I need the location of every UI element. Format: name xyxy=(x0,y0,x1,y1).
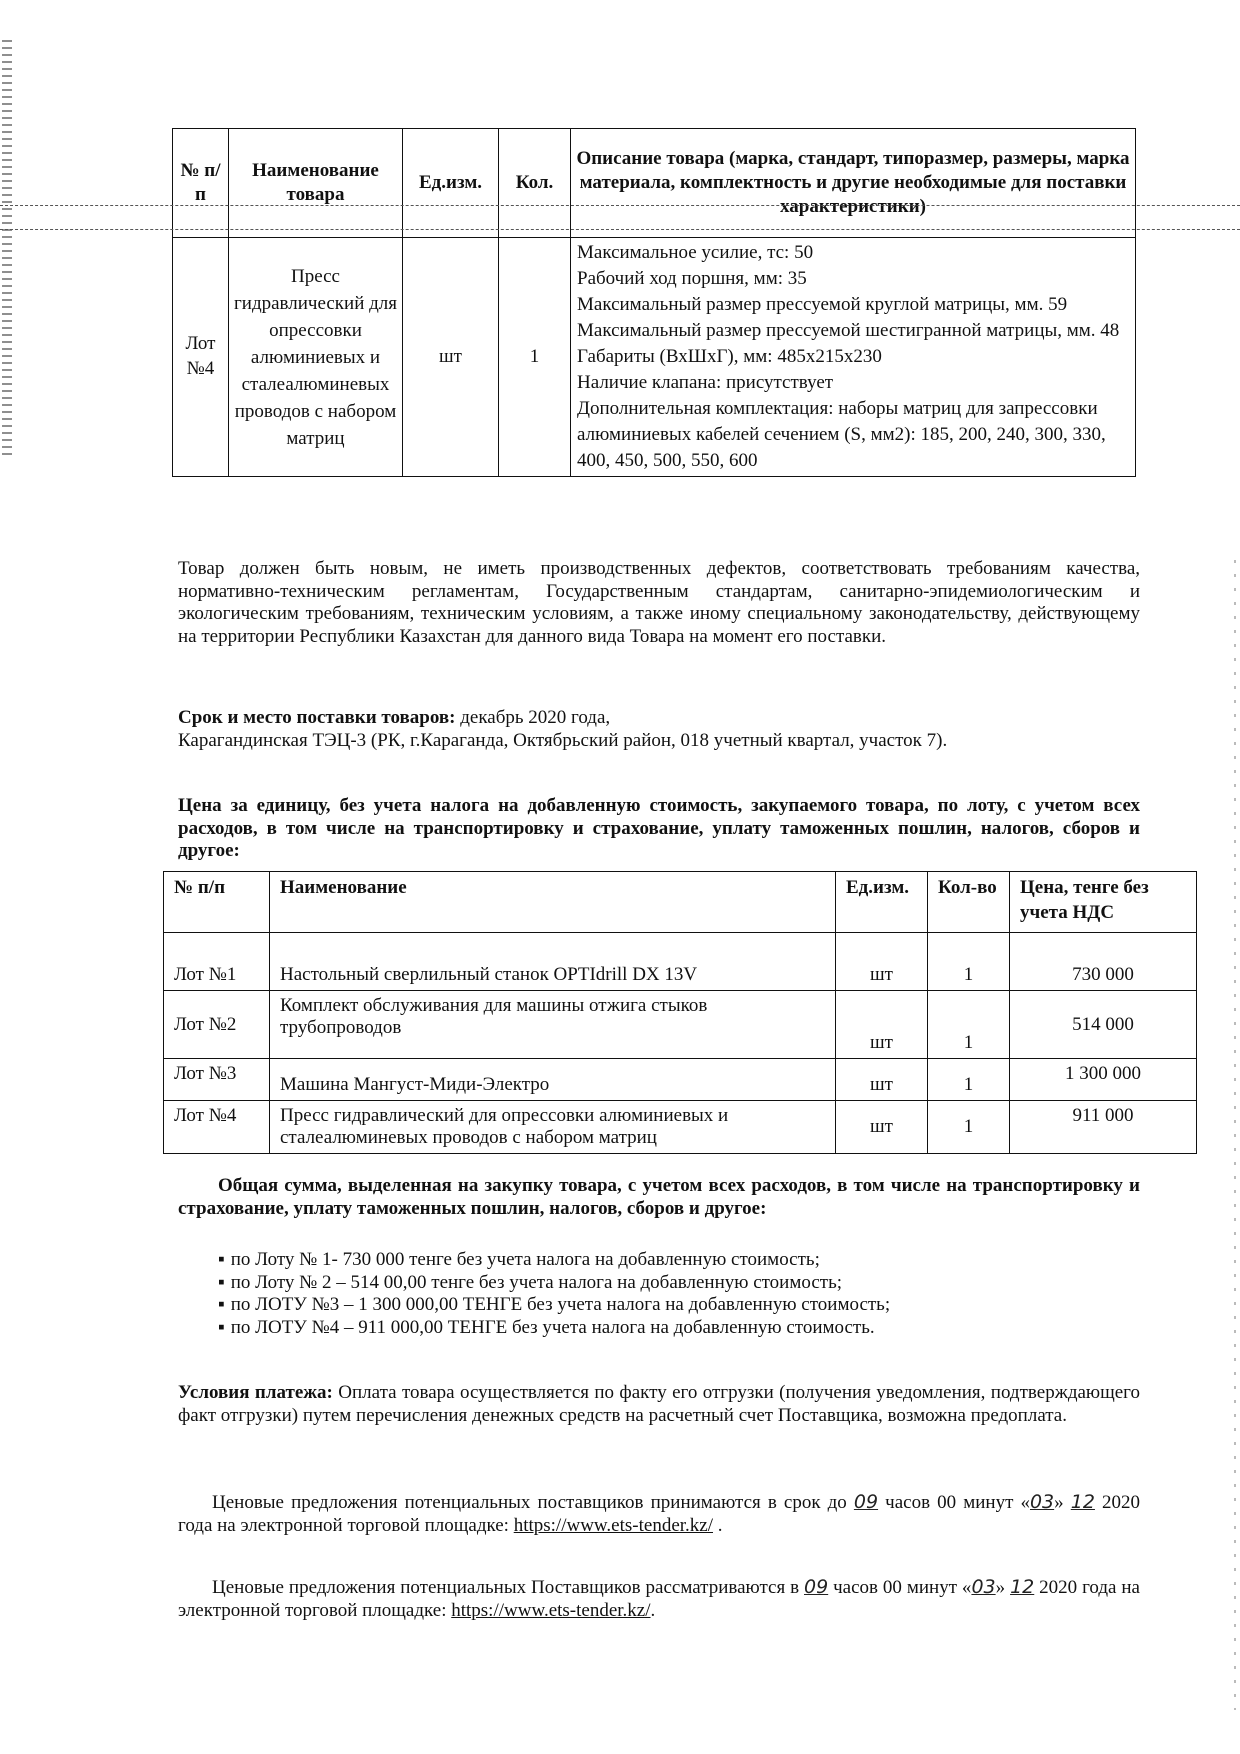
price-table xyxy=(163,871,1197,1154)
offers-accept-paragraph xyxy=(178,1491,1140,1537)
price-heading: Цена за единицу, без учета налога на добавленную стоимость, закупаемого товара, по лоту, с учетом всех расходов, в том числе на транспортировку и страхование, уплату таможенных пошлин, налогов, сборов и другое: xyxy=(178,795,1140,861)
row-num: Лот №2 xyxy=(164,991,270,1059)
row-price: 514 000 xyxy=(1010,991,1197,1059)
payment-paragraph xyxy=(178,1382,1140,1427)
desc-line: Максимальный размер прессуемой шестигранной матрицы, мм. 48 xyxy=(577,320,1120,341)
header-description: Описание товара (марка, стандарт, типоразмер, размеры, марка материала, комплектность и другие необходимые для поставки характеристики) xyxy=(571,129,1136,238)
row-unit: шт xyxy=(836,1059,928,1101)
desc-line: Габариты (ВхШхГ), мм: 485х215х230 xyxy=(577,346,882,367)
handwritten-day: 03 xyxy=(1029,1491,1055,1513)
row-qty: 1 xyxy=(928,1101,1010,1154)
list-item: ▪ по ЛОТУ №4 – 911 000,00 ТЕНГЕ без учета налога на добавленную стоимость. xyxy=(218,1317,890,1340)
row-name: Комплект обслуживания для машины отжига стыков трубопроводов xyxy=(270,991,836,1059)
scan-line xyxy=(0,229,1240,230)
desc-line: Дополнительная комплектация: наборы матриц для запрессовки алюминиевых кабелей сечением (S, мм2): 185, 200, 240, 300, 330, 400, 450, 500, 550, 600 xyxy=(577,398,1106,471)
offers-review-text: Ценовые предложения потенциальных Поставщиков рассматриваются в xyxy=(212,1577,804,1598)
offers-review-paragraph xyxy=(178,1576,1140,1622)
row-qty: 1 xyxy=(499,238,571,477)
row-unit: шт xyxy=(836,933,928,991)
total-heading: Общая сумма, выделенная на закупку товара, с учетом всех расходов, в том числе на транспортировку и страхование, уплату таможенных пошлин, налогов, сборов и другое: xyxy=(178,1175,1140,1219)
table-header-row xyxy=(173,129,1136,238)
offers-review-text: . xyxy=(650,1599,656,1621)
offers-accept-text: 2020 года на электронной торговой площадке: xyxy=(178,1492,1141,1536)
ets-tender-link[interactable]: https://www.ets-tender.kz/ xyxy=(513,1514,713,1536)
row-description xyxy=(571,238,1136,477)
row-price: 1 300 000 xyxy=(1010,1059,1197,1101)
handwritten-month: 12 xyxy=(1070,1491,1095,1513)
header-price: Цена, тенге без учета НДС xyxy=(1010,872,1197,933)
desc-line: Наличие клапана: присутствует xyxy=(577,372,834,393)
desc-line: Рабочий ход поршня, мм: 35 xyxy=(577,268,807,289)
header-name: Наименование товара xyxy=(229,129,403,238)
header-num: № п/п xyxy=(173,129,229,238)
offers-accept-text: . xyxy=(713,1514,723,1536)
row-num: Лот №1 xyxy=(164,933,270,991)
ets-tender-link[interactable]: https://www.ets-tender.kz/ xyxy=(451,1599,651,1621)
row-unit: шт xyxy=(403,238,499,477)
row-unit: шт xyxy=(836,1101,928,1154)
table-row xyxy=(164,933,1197,991)
row-qty: 1 xyxy=(928,1059,1010,1101)
row-name: Пресс гидравлический для опрессовки алюминиевых и сталеалюминевых проводов с набором матриц xyxy=(229,238,403,477)
table-row xyxy=(164,991,1197,1059)
list-item: ▪ по Лоту № 1- 730 000 тенге без учета налога на добавленную стоимость; xyxy=(218,1249,890,1272)
lot4-spec-table xyxy=(172,128,1136,477)
delivery-label: Срок и место поставки товаров: xyxy=(178,707,456,728)
row-num: Лот №3 xyxy=(164,1059,270,1101)
row-qty: 1 xyxy=(928,991,1010,1059)
table-row xyxy=(164,1101,1197,1154)
header-qty: Кол-во xyxy=(928,872,1010,933)
handwritten-month: 12 xyxy=(1010,1576,1035,1598)
scan-line xyxy=(0,205,1240,206)
lot-totals-list xyxy=(218,1249,890,1339)
row-name: Настольный сверлильный станок OPTIdrill DX 13V xyxy=(270,933,836,991)
offers-accept-text: Ценовые предложения потенциальных поставщиков принимаются в срок до xyxy=(212,1492,854,1513)
table-row xyxy=(164,1059,1197,1101)
delivery-term: декабрь 2020 года, xyxy=(455,707,611,728)
row-qty: 1 xyxy=(928,933,1010,991)
desc-line: Максимальный размер прессуемой круглой матрицы, мм. 59 xyxy=(577,294,1068,315)
row-name: Машина Мангуст-Миди-Электро xyxy=(270,1059,836,1101)
row-name: Пресс гидравлический для опрессовки алюминиевых и сталеалюминевых проводов с набором матриц xyxy=(270,1101,836,1154)
row-unit: шт xyxy=(836,991,928,1059)
offers-review-text: 2020 года на электронной торговой площадке: xyxy=(178,1577,1140,1621)
delivery-paragraph xyxy=(178,707,1140,752)
handwritten-hour: 09 xyxy=(804,1576,829,1598)
offers-review-text: » xyxy=(995,1577,1011,1598)
payment-label: Условия платежа: xyxy=(178,1382,333,1403)
scan-artifact-right xyxy=(1234,560,1236,1710)
quality-paragraph: Товар должен быть новым, не иметь производственных дефектов, соответствовать требованиям качества, нормативно-техническим регламентам, Государственным стандартам, санитарно-эпидемиологическим и экологическим требованиям, техническим условиям, а также иному специальному законодательству, действующему на территории Республики Казахстан для данного вида Товара на момент его поставки. xyxy=(178,558,1140,647)
row-num: Лот №4 xyxy=(164,1101,270,1154)
desc-line: Максимальное усилие, тс: 50 xyxy=(577,242,814,263)
table-header-row xyxy=(164,872,1197,933)
offers-accept-text: » xyxy=(1054,1492,1071,1513)
row-num: Лот №4 xyxy=(173,238,229,477)
handwritten-hour: 09 xyxy=(853,1491,879,1513)
header-num: № п/п xyxy=(164,872,270,933)
offers-accept-text: часов 00 минут « xyxy=(878,1492,1030,1513)
header-unit: Ед.изм. xyxy=(836,872,928,933)
payment-text: Оплата товара осуществляется по факту его отгрузки (получения уведомления, подтверждающего факт отгрузки) путем перечисления денежных средств на расчетный счет Поставщика, возможна предоплата. xyxy=(178,1382,1141,1426)
row-price: 730 000 xyxy=(1010,933,1197,991)
header-name: Наименование xyxy=(270,872,836,933)
header-qty: Кол. xyxy=(499,129,571,238)
header-unit: Ед.изм. xyxy=(403,129,499,238)
table-row xyxy=(173,238,1136,477)
handwritten-day: 03 xyxy=(971,1576,996,1598)
list-item: ▪ по Лоту № 2 – 514 00,00 тенге без учета налога на добавленную стоимость; xyxy=(218,1272,890,1295)
delivery-place: Карагандинская ТЭЦ-3 (РК, г.Караганда, Октябрьский район, 018 учетный квартал, участок 7). xyxy=(178,729,948,751)
list-item: ▪ по ЛОТУ №3 – 1 300 000,00 ТЕНГЕ без учета налога на добавленную стоимость; xyxy=(218,1294,890,1317)
row-price: 911 000 xyxy=(1010,1101,1197,1154)
offers-review-text: часов 00 минут « xyxy=(828,1577,972,1598)
scan-artifact-left xyxy=(2,40,12,460)
